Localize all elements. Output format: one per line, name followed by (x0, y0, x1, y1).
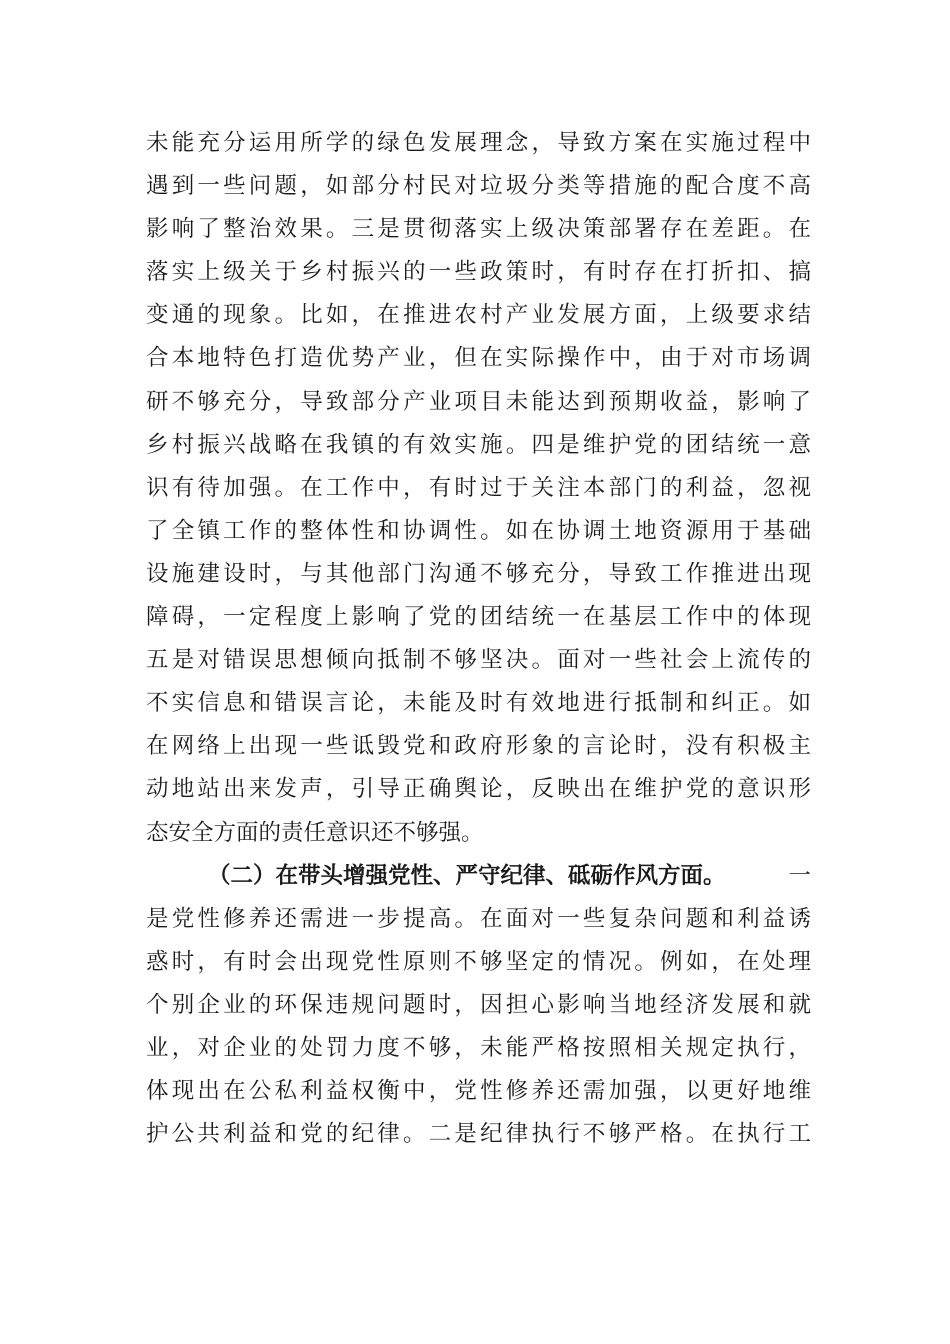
paragraph-line: 护公共利益和党的纪律。二是纪律执行不够严格。在执行工 (146, 1121, 811, 1148)
paragraph-line: 体现出在公私利益权衡中，党性修养还需加强，以更好地维 (146, 1078, 811, 1105)
section-heading: （二）在带头增强党性、严守纪律、砥砺作风方面。 (208, 862, 726, 889)
paragraph-line: 遇到一些问题，如部分村民对垃圾分类等措施的配合度不高 (146, 173, 811, 200)
paragraph-line: 了全镇工作的整体性和协调性。如在协调土地资源用于基础 (146, 517, 811, 544)
section-heading-line (146, 855, 811, 898)
paragraph-line: 乡村振兴战略在我镇的有效实施。四是维护党的团结统一意 (146, 431, 811, 458)
paragraph-line: 在网络上出现一些诋毁党和政府形象的言论时，没有积极主 (146, 733, 811, 760)
paragraph-line: 识有待加强。在工作中，有时过于关注本部门的利益，忽视 (146, 474, 811, 501)
paragraph-line: 合本地特色打造优势产业，但在实际操作中，由于对市场调 (146, 345, 811, 372)
paragraph-line: 业，对企业的处罚力度不够，未能严格按照相关规定执行， (146, 1034, 811, 1061)
paragraph-line: 五是对错误思想倾向抵制不够坚决。面对一些社会上流传的 (146, 647, 811, 674)
paragraph-line: 不实信息和错误言论，未能及时有效地进行抵制和纠正。如 (146, 690, 811, 717)
paragraph-line: 未能充分运用所学的绿色发展理念，导致方案在实施过程中 (146, 130, 811, 156)
paragraph-line: 变通的现象。比如，在推进农村产业发展方面，上级要求结 (146, 302, 811, 329)
paragraph-line: 研不够充分，导致部分产业项目未能达到预期收益，影响了 (146, 388, 811, 415)
paragraph-line: 动地站出来发声，引导正确舆论，反映出在维护党的意识形 (146, 776, 811, 803)
section-heading-tail: 一 (788, 862, 811, 889)
paragraph-line: 个别企业的环保违规问题时，因担心影响当地经济发展和就 (146, 991, 811, 1018)
paragraph-line: 设施建设时，与其他部门沟通不够充分，导致工作推进出现 (146, 560, 811, 587)
paragraph-line: 惑时，有时会出现党性原则不够坚定的情况。例如，在处理 (146, 948, 811, 975)
paragraph-line: 是党性修养还需进一步提高。在面对一些复杂问题和利益诱 (146, 905, 811, 932)
paragraph-line: 落实上级关于乡村振兴的一些政策时，有时存在打折扣、搞 (146, 259, 811, 286)
paragraph-line: 态安全方面的责任意识还不够强。 (146, 819, 484, 846)
paragraph-line: 影响了整治效果。三是贯彻落实上级决策部署存在差距。在 (146, 216, 811, 243)
paragraph-line: 障碍，一定程度上影响了党的团结统一在基层工作中的体现 (146, 604, 811, 631)
body-text (146, 122, 811, 1156)
